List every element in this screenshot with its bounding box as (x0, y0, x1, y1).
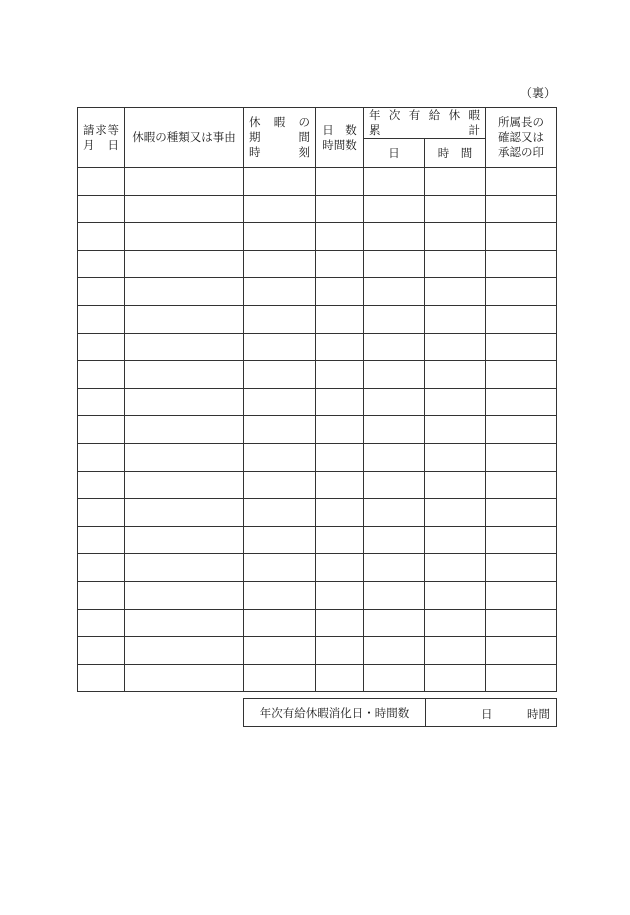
table-row (78, 305, 557, 333)
table-row (78, 223, 557, 251)
header-period-line3: 時 刻 (249, 145, 310, 159)
cell-cumulative-hours[interactable] (425, 250, 486, 278)
cell-period[interactable] (244, 278, 316, 306)
cell-days-hours[interactable] (316, 223, 364, 251)
cell-days-hours[interactable] (316, 388, 364, 416)
cell-cumulative-hours[interactable] (425, 305, 486, 333)
cell-leave-type[interactable] (125, 499, 244, 527)
cell-days-hours[interactable] (316, 333, 364, 361)
cell-approval[interactable] (486, 664, 557, 692)
cell-request-date[interactable] (78, 333, 125, 361)
cell-request-date[interactable] (78, 250, 125, 278)
cell-request-date[interactable] (78, 388, 125, 416)
cell-leave-type[interactable] (125, 195, 244, 223)
header-approval-line2: 確認又は (498, 130, 544, 144)
cell-leave-type[interactable] (125, 471, 244, 499)
cell-period[interactable] (244, 388, 316, 416)
cell-period[interactable] (244, 609, 316, 637)
cell-request-date[interactable] (78, 581, 125, 609)
cell-days-hours[interactable] (316, 361, 364, 389)
cell-approval[interactable] (486, 361, 557, 389)
header-period (244, 108, 316, 168)
header-cumulative-line1: 年 次 有 給 休 暇 (369, 108, 480, 122)
cell-cumulative-hours[interactable] (425, 361, 486, 389)
cell-request-date[interactable] (78, 499, 125, 527)
cell-cumulative-days[interactable] (364, 443, 425, 471)
cell-cumulative-days[interactable] (364, 223, 425, 251)
cell-cumulative-days[interactable] (364, 195, 425, 223)
cell-days-hours[interactable] (316, 278, 364, 306)
cell-cumulative-hours[interactable] (425, 223, 486, 251)
table-row (78, 333, 557, 361)
header-days-line1: 日 数 (322, 122, 357, 137)
cell-approval[interactable] (486, 554, 557, 582)
table-row (78, 250, 557, 278)
cell-cumulative-days[interactable] (364, 168, 425, 196)
page-side-label: （裏） (519, 86, 556, 100)
cell-days-hours[interactable] (316, 443, 364, 471)
cell-cumulative-days[interactable] (364, 333, 425, 361)
cell-cumulative-days[interactable] (364, 637, 425, 665)
cell-cumulative-hours[interactable] (425, 554, 486, 582)
cell-period[interactable] (244, 499, 316, 527)
header-request-date-line1: 請求等 (83, 122, 119, 137)
cell-days-hours[interactable] (316, 526, 364, 554)
cell-cumulative-hours[interactable] (425, 416, 486, 444)
cell-days-hours[interactable] (316, 305, 364, 333)
cell-days-hours[interactable] (316, 664, 364, 692)
header-cumulative (364, 108, 486, 139)
cell-period[interactable] (244, 168, 316, 196)
cell-request-date[interactable] (78, 223, 125, 251)
cell-approval[interactable] (486, 443, 557, 471)
table-row (78, 609, 557, 637)
cell-days-hours[interactable] (316, 499, 364, 527)
cell-period[interactable] (244, 223, 316, 251)
cell-approval[interactable] (486, 305, 557, 333)
header-approval-line3: 承認の印 (498, 145, 544, 159)
cell-leave-type[interactable] (125, 333, 244, 361)
cell-approval[interactable] (486, 223, 557, 251)
cell-cumulative-hours[interactable] (425, 195, 486, 223)
cell-period[interactable] (244, 471, 316, 499)
summary-label: 年次有給休暇消化日・時間数 (244, 699, 426, 727)
cell-request-date[interactable] (78, 554, 125, 582)
cell-cumulative-days[interactable] (364, 388, 425, 416)
cell-approval[interactable] (486, 637, 557, 665)
cell-cumulative-days[interactable] (364, 305, 425, 333)
table-row (78, 637, 557, 665)
cell-days-hours[interactable] (316, 581, 364, 609)
cell-request-date[interactable] (78, 305, 125, 333)
header-period-line2: 期 間 (249, 130, 310, 144)
cell-leave-type[interactable] (125, 250, 244, 278)
cell-days-hours[interactable] (316, 416, 364, 444)
header-cumulative-hours-label: 時 間 (437, 145, 473, 160)
cell-request-date[interactable] (78, 526, 125, 554)
cell-period[interactable] (244, 333, 316, 361)
header-cumulative-line2: 累 計 (369, 123, 480, 137)
cell-cumulative-days[interactable] (364, 361, 425, 389)
cell-request-date[interactable] (78, 637, 125, 665)
cell-cumulative-days[interactable] (364, 664, 425, 692)
cell-approval[interactable] (486, 609, 557, 637)
cell-days-hours[interactable] (316, 471, 364, 499)
cell-approval[interactable] (486, 333, 557, 361)
cell-request-date[interactable] (78, 443, 125, 471)
cell-cumulative-days[interactable] (364, 250, 425, 278)
cell-cumulative-days[interactable] (364, 554, 425, 582)
table-row (78, 526, 557, 554)
cell-leave-type[interactable] (125, 416, 244, 444)
cell-approval[interactable] (486, 388, 557, 416)
cell-cumulative-hours[interactable] (425, 526, 486, 554)
cell-leave-type[interactable] (125, 554, 244, 582)
cell-cumulative-days[interactable] (364, 581, 425, 609)
cell-leave-type[interactable] (125, 526, 244, 554)
table-row (78, 554, 557, 582)
table-row (78, 664, 557, 692)
table-row (78, 195, 557, 223)
cell-approval[interactable] (486, 168, 557, 196)
table-row (78, 471, 557, 499)
cell-leave-type[interactable] (125, 223, 244, 251)
cell-days-hours[interactable] (316, 609, 364, 637)
cell-cumulative-days[interactable] (364, 278, 425, 306)
cell-approval[interactable] (486, 499, 557, 527)
table-row (78, 499, 557, 527)
cell-request-date[interactable] (78, 168, 125, 196)
cell-cumulative-hours[interactable] (425, 637, 486, 665)
header-period-line1: 休 暇 の (249, 115, 310, 129)
header-request-date-line2: 月 日 (83, 137, 119, 152)
header-cumulative-days (364, 139, 425, 168)
cell-cumulative-hours[interactable] (425, 168, 486, 196)
cell-approval[interactable] (486, 195, 557, 223)
cell-request-date[interactable] (78, 471, 125, 499)
cell-period[interactable] (244, 443, 316, 471)
cell-days-hours[interactable] (316, 195, 364, 223)
cell-request-date[interactable] (78, 278, 125, 306)
cell-cumulative-hours[interactable] (425, 278, 486, 306)
cell-period[interactable] (244, 664, 316, 692)
cell-days-hours[interactable] (316, 250, 364, 278)
summary-value-cell[interactable] (426, 699, 557, 727)
cell-cumulative-hours[interactable] (425, 609, 486, 637)
cell-request-date[interactable] (78, 664, 125, 692)
header-cumulative-days-label: 日 (388, 145, 400, 160)
leave-record-table (77, 107, 557, 692)
cell-request-date[interactable] (78, 609, 125, 637)
cell-days-hours[interactable] (316, 168, 364, 196)
cell-cumulative-days[interactable] (364, 499, 425, 527)
header-leave-type-label: 休暇の種類又は事由 (132, 130, 236, 144)
cell-cumulative-days[interactable] (364, 609, 425, 637)
cell-cumulative-days[interactable] (364, 416, 425, 444)
header-approval (486, 108, 557, 168)
cell-leave-type[interactable] (125, 664, 244, 692)
cell-period[interactable] (244, 637, 316, 665)
cell-leave-type[interactable] (125, 168, 244, 196)
header-days-line2: 時間数 (322, 137, 357, 152)
cell-approval[interactable] (486, 250, 557, 278)
cell-leave-type[interactable] (125, 637, 244, 665)
cell-approval[interactable] (486, 416, 557, 444)
cell-cumulative-hours[interactable] (425, 581, 486, 609)
header-request-date (78, 108, 125, 168)
cell-request-date[interactable] (78, 361, 125, 389)
cell-request-date[interactable] (78, 195, 125, 223)
cell-days-hours[interactable] (316, 554, 364, 582)
table-row (78, 581, 557, 609)
cell-period[interactable] (244, 581, 316, 609)
summary-table (243, 698, 557, 727)
cell-approval[interactable] (486, 278, 557, 306)
cell-request-date[interactable] (78, 416, 125, 444)
table-row (78, 388, 557, 416)
cell-approval[interactable] (486, 526, 557, 554)
cell-cumulative-hours[interactable] (425, 471, 486, 499)
cell-period[interactable] (244, 361, 316, 389)
table-row (78, 443, 557, 471)
cell-approval[interactable] (486, 471, 557, 499)
header-days-hours (316, 108, 364, 168)
table-row (78, 416, 557, 444)
table-row (78, 361, 557, 389)
summary-hours-unit: 時間 (527, 707, 550, 721)
cell-period[interactable] (244, 526, 316, 554)
cell-leave-type[interactable] (125, 305, 244, 333)
cell-leave-type[interactable] (125, 609, 244, 637)
table-row (78, 278, 557, 306)
cell-period[interactable] (244, 195, 316, 223)
summary-days-unit: 日 (481, 707, 493, 721)
header-cumulative-hours (425, 139, 486, 168)
cell-leave-type[interactable] (125, 581, 244, 609)
cell-cumulative-hours[interactable] (425, 443, 486, 471)
cell-leave-type[interactable] (125, 278, 244, 306)
cell-period[interactable] (244, 305, 316, 333)
cell-leave-type[interactable] (125, 388, 244, 416)
header-approval-line1: 所属長の (498, 115, 544, 129)
cell-leave-type[interactable] (125, 443, 244, 471)
cell-cumulative-days[interactable] (364, 526, 425, 554)
header-leave-type (125, 108, 244, 168)
cell-cumulative-hours[interactable] (425, 388, 486, 416)
cell-cumulative-hours[interactable] (425, 333, 486, 361)
leave-record-rows (78, 168, 557, 692)
table-row (78, 168, 557, 196)
cell-period[interactable] (244, 416, 316, 444)
cell-cumulative-hours[interactable] (425, 664, 486, 692)
cell-approval[interactable] (486, 581, 557, 609)
cell-days-hours[interactable] (316, 637, 364, 665)
cell-cumulative-hours[interactable] (425, 499, 486, 527)
cell-cumulative-days[interactable] (364, 471, 425, 499)
cell-period[interactable] (244, 554, 316, 582)
cell-leave-type[interactable] (125, 361, 244, 389)
cell-period[interactable] (244, 250, 316, 278)
